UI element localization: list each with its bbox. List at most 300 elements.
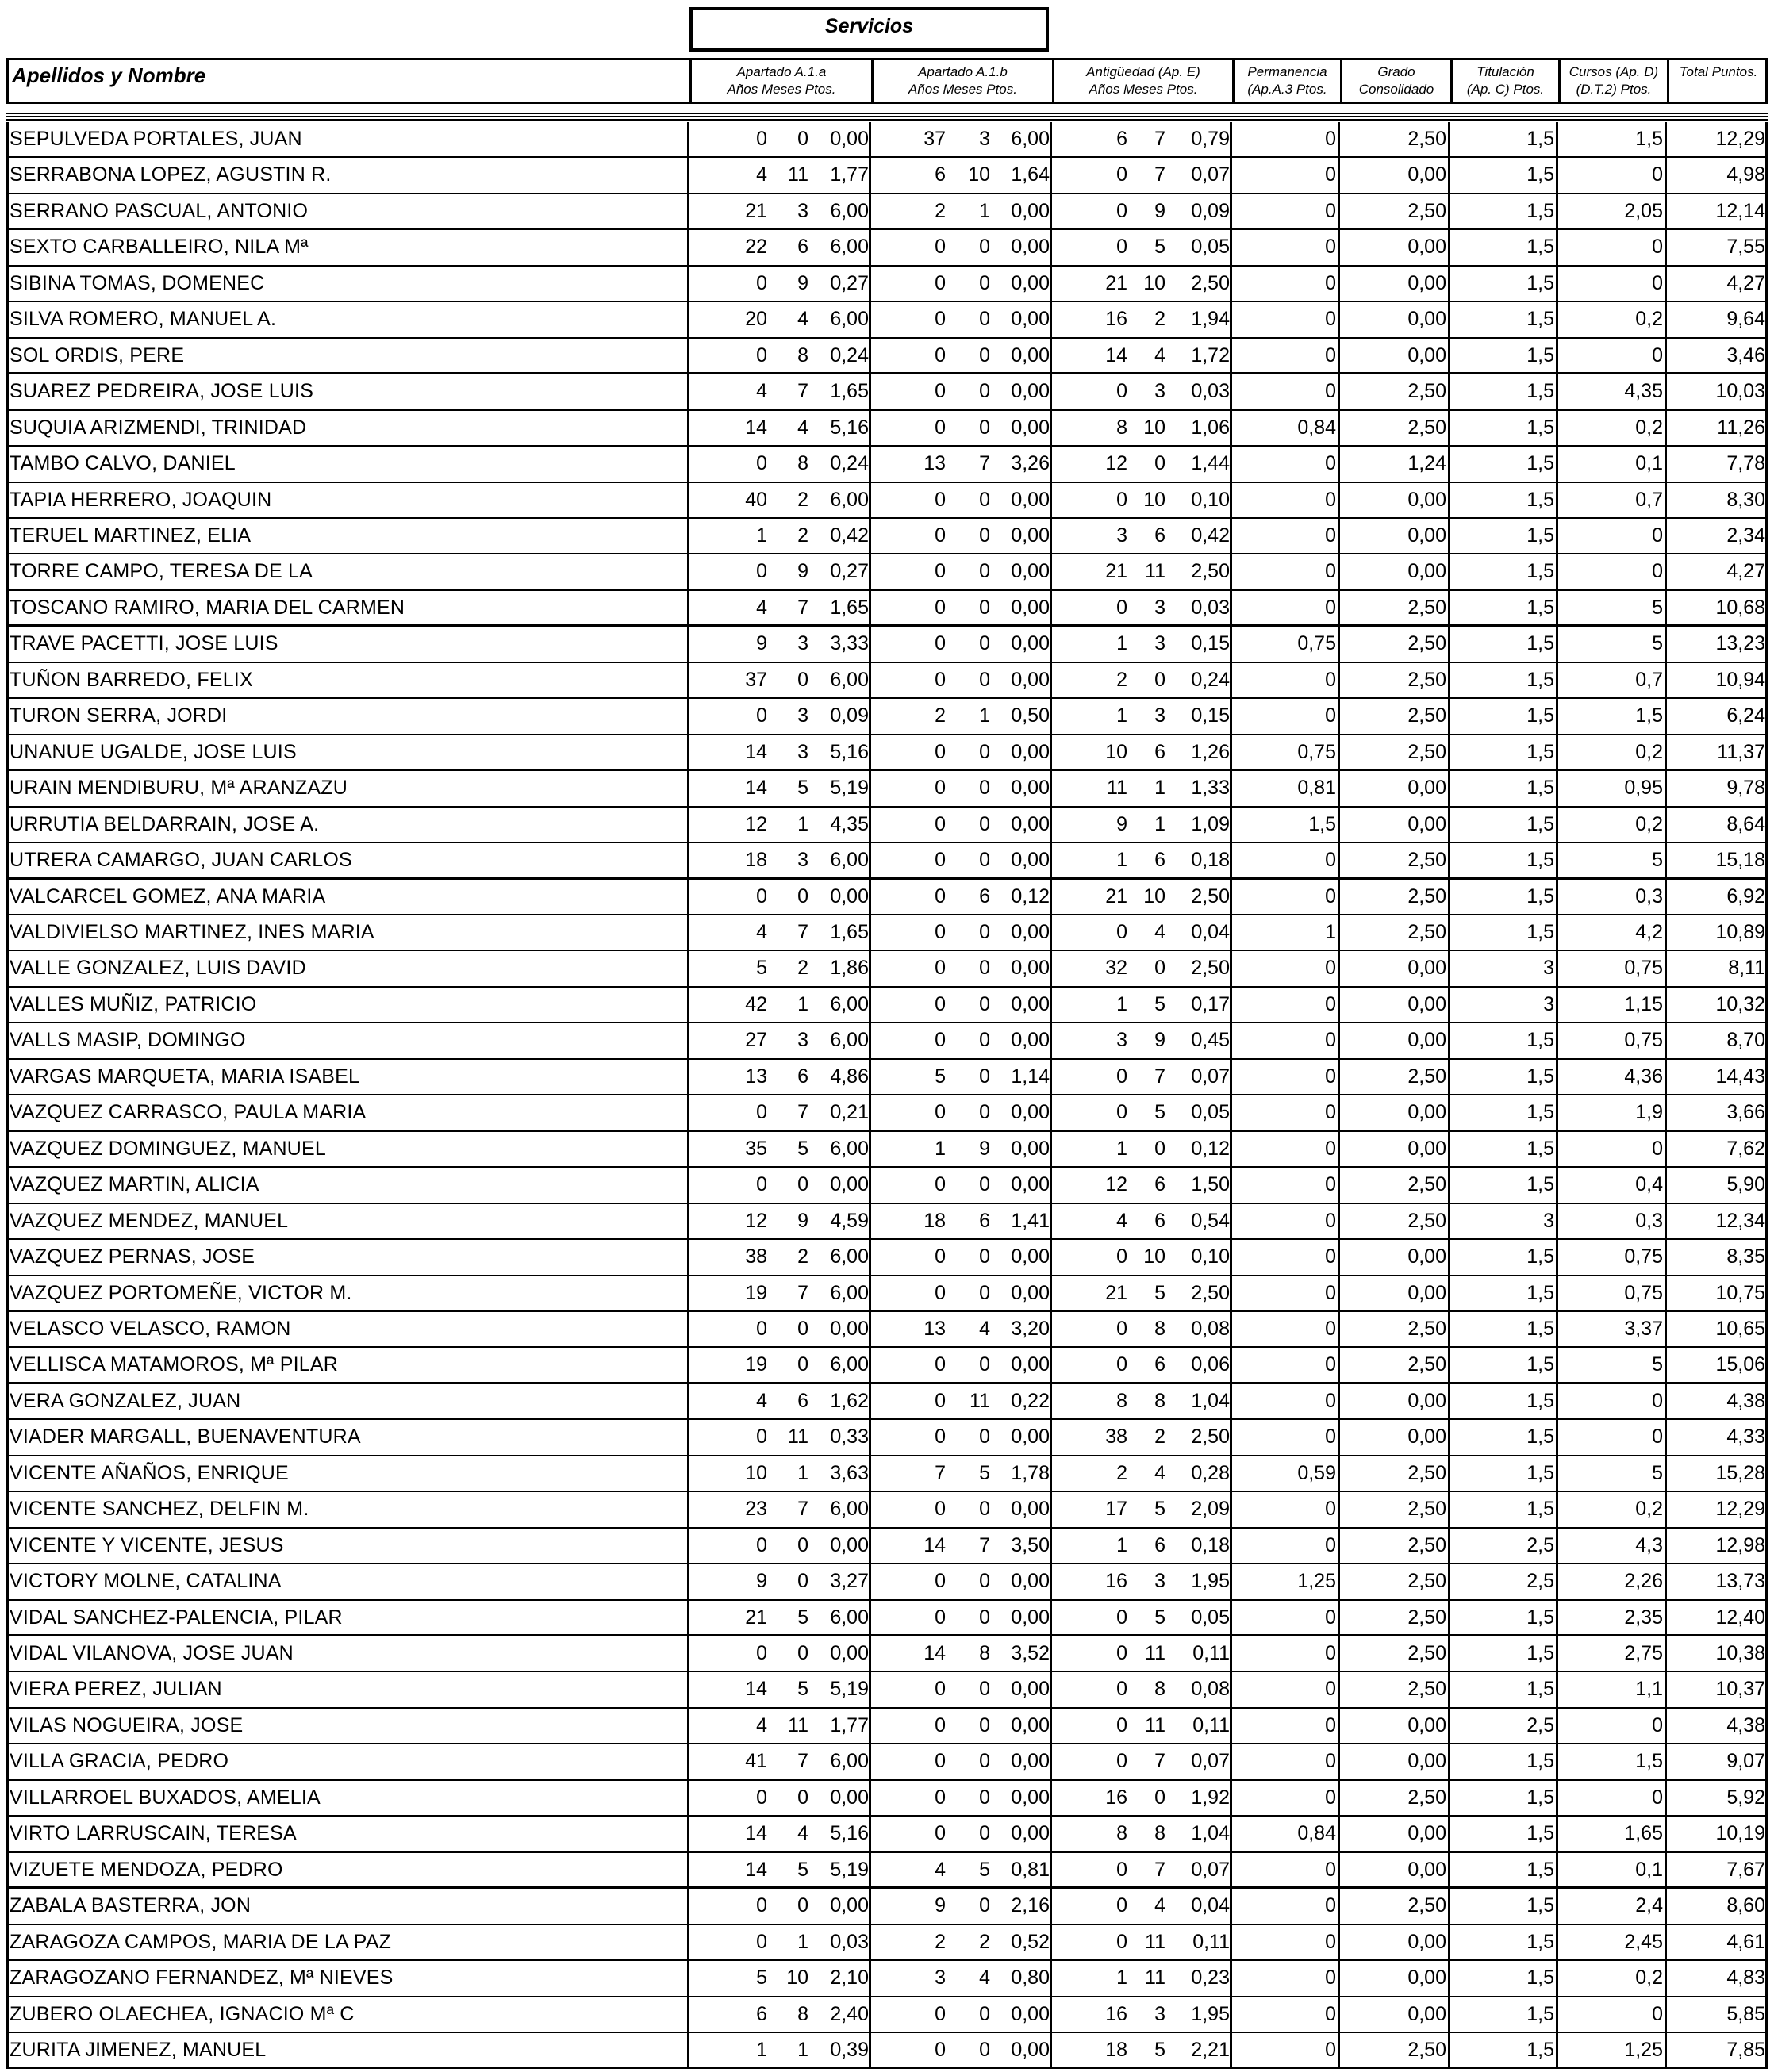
cell-divider: [1448, 591, 1450, 624]
table-row: [6, 1889, 1768, 1924]
cell-divider: [1665, 411, 1667, 445]
value-antig-anos: 0: [1116, 380, 1127, 403]
value-total: 3,66: [1726, 1101, 1765, 1124]
value-total: 4,27: [1726, 271, 1765, 294]
value-a1a-meses: 2: [797, 957, 808, 980]
value-a1a-meses: 0: [797, 668, 808, 691]
value-permanencia: 0: [1325, 1750, 1336, 1773]
value-a1a-ptos: 6,00: [830, 992, 869, 1015]
value-a1b-meses: 0: [979, 1750, 990, 1773]
cell-divider: [1230, 1853, 1232, 1886]
employee-name: ZARAGOZANO FERNANDEZ, Mª NIEVES: [10, 1966, 394, 1990]
value-antig-anos: 0: [1116, 1353, 1127, 1376]
cell-divider: [1448, 1312, 1450, 1346]
value-permanencia: 0: [1325, 2002, 1336, 2025]
cell-divider: [1556, 1709, 1558, 1743]
value-a1b-meses: 7: [979, 452, 990, 475]
table-row: [6, 1132, 1768, 1168]
value-titulacion: 1,5: [1526, 632, 1554, 655]
value-permanencia: 0: [1325, 957, 1336, 980]
cell-divider: [1448, 1672, 1450, 1706]
cell-divider: [1338, 302, 1340, 336]
value-antig-meses: 4: [1154, 1894, 1165, 1917]
value-cursos: 5: [1652, 632, 1663, 655]
cell-divider: [869, 158, 871, 192]
employee-name: VAZQUEZ CARRASCO, PAULA MARIA: [10, 1101, 367, 1124]
value-antig-ptos: 0,11: [1192, 1642, 1230, 1665]
employee-name: VICENTE SANCHEZ, DELFIN M.: [10, 1498, 309, 1521]
value-total: 10,37: [1715, 1678, 1765, 1701]
value-a1b-anos: 0: [935, 1606, 946, 1629]
value-a1b-meses: 0: [979, 1786, 990, 1809]
cell-divider: [1050, 1204, 1052, 1238]
value-titulacion: 1,5: [1526, 1425, 1554, 1448]
value-total: 2,34: [1726, 524, 1765, 547]
cell-divider: [1665, 1240, 1667, 1274]
value-a1b-meses: 0: [979, 1822, 990, 1845]
cell-divider: [1050, 1961, 1052, 1995]
value-titulacion: 1,5: [1526, 1245, 1554, 1268]
cell-divider: [1448, 699, 1450, 733]
value-antig-meses: 4: [1154, 343, 1165, 366]
cell-divider: [687, 1312, 689, 1346]
value-a1b-meses: 0: [979, 1281, 990, 1304]
value-cursos: 0: [1652, 343, 1663, 366]
cell-divider: [1338, 808, 1340, 842]
value-titulacion: 1,5: [1526, 271, 1554, 294]
value-titulacion: 1,5: [1526, 1281, 1554, 1304]
cell-divider: [687, 230, 689, 264]
cell-divider: [1230, 843, 1232, 877]
value-cursos: 1,1: [1635, 1678, 1663, 1701]
value-a1a-ptos: 0,03: [830, 1930, 869, 1953]
value-total: 8,70: [1726, 1029, 1765, 1052]
cell-divider: [869, 1023, 871, 1057]
table-row: [6, 483, 1768, 519]
cell-divider: [869, 1636, 871, 1671]
value-antig-ptos: 0,07: [1191, 1858, 1230, 1881]
table-row: [6, 1204, 1768, 1240]
value-permanencia: 0: [1325, 849, 1336, 872]
cell-divider: [687, 1132, 689, 1166]
cell-divider: [1556, 1384, 1558, 1418]
value-antig-anos: 21: [1105, 560, 1127, 583]
value-a1a-anos: 0: [756, 1930, 767, 1953]
value-antig-meses: 0: [1154, 1786, 1165, 1809]
value-total: 6,92: [1726, 884, 1765, 907]
cell-divider: [1556, 411, 1558, 445]
value-grado: 0,00: [1407, 1389, 1446, 1412]
value-cursos: 2,35: [1624, 1606, 1663, 1629]
table-row: [6, 1997, 1768, 2033]
value-total: 12,29: [1715, 1498, 1765, 1521]
cell-divider: [1050, 1672, 1052, 1706]
value-antig-meses: 6: [1154, 1533, 1165, 1556]
cell-divider: [1338, 2033, 1340, 2067]
cell-divider: [1556, 1420, 1558, 1454]
value-antig-anos: 12: [1105, 452, 1127, 475]
cell-divider: [687, 1961, 689, 1995]
value-antig-ptos: 0,09: [1191, 199, 1230, 222]
value-antig-anos: 0: [1116, 1930, 1127, 1953]
cell-divider: [1448, 771, 1450, 805]
cell-divider: [1050, 194, 1052, 228]
cell-divider: [1338, 735, 1340, 769]
value-permanencia: 0,81: [1297, 777, 1336, 800]
value-total: 4,33: [1726, 1425, 1765, 1448]
value-a1b-ptos: 0,00: [1011, 524, 1050, 547]
cell-divider: [1448, 1781, 1450, 1815]
value-a1b-ptos: 0,12: [1011, 884, 1050, 907]
employee-name: ZABALA BASTERRA, JON: [10, 1894, 252, 1917]
value-titulacion: 1,5: [1526, 1353, 1554, 1376]
value-antig-meses: 10: [1143, 1245, 1165, 1268]
value-cursos: 1,25: [1624, 2039, 1663, 2062]
value-a1a-anos: 1: [756, 524, 767, 547]
value-permanencia: 0: [1325, 560, 1336, 583]
value-cursos: 0: [1652, 1786, 1663, 1809]
value-a1a-meses: 11: [788, 1713, 808, 1736]
cell-divider: [869, 1420, 871, 1454]
value-antig-ptos: 0,05: [1191, 236, 1230, 259]
value-titulacion: 1,5: [1526, 343, 1554, 366]
value-a1a-meses: 0: [797, 1786, 808, 1809]
value-a1b-ptos: 0,00: [1011, 632, 1050, 655]
cell-divider: [1230, 1961, 1232, 1995]
value-titulacion: 1,5: [1526, 1858, 1554, 1881]
cell-divider: [1230, 158, 1232, 192]
cell-divider: [1338, 554, 1340, 589]
value-antig-anos: 0: [1116, 1642, 1127, 1665]
value-a1b-ptos: 0,52: [1011, 1930, 1050, 1953]
value-a1a-anos: 0: [756, 1101, 767, 1124]
value-a1a-ptos: 2,40: [830, 2002, 869, 2025]
value-total: 10,75: [1715, 1281, 1765, 1304]
cell-divider: [687, 2033, 689, 2067]
value-total: 10,19: [1715, 1822, 1765, 1845]
value-a1a-anos: 4: [756, 163, 767, 186]
value-a1a-anos: 14: [745, 416, 767, 439]
value-grado: 2,50: [1407, 1606, 1446, 1629]
value-antig-anos: 0: [1116, 1065, 1127, 1088]
cell-divider: [1230, 1132, 1232, 1166]
table-row: [6, 1023, 1768, 1059]
value-grado: 0,00: [1407, 1966, 1446, 1990]
value-a1b-ptos: 1,64: [1011, 163, 1050, 186]
cell-divider: [1448, 735, 1450, 769]
table-row: [6, 1348, 1768, 1383]
value-total: 12,14: [1715, 199, 1765, 222]
cell-divider: [1556, 843, 1558, 877]
value-antig-ptos: 1,09: [1191, 812, 1230, 835]
value-antig-anos: 12: [1105, 1173, 1127, 1196]
value-permanencia: 0: [1325, 1281, 1336, 1304]
value-a1b-anos: 1: [935, 1137, 946, 1160]
cell-divider: [1230, 1925, 1232, 1959]
value-antig-meses: 5: [1154, 1101, 1165, 1124]
value-grado: 0,00: [1407, 236, 1446, 259]
value-antig-ptos: 0,03: [1191, 380, 1230, 403]
table-row: [6, 1709, 1768, 1744]
cell-divider: [1338, 1420, 1340, 1454]
cell-divider: [687, 1420, 689, 1454]
value-a1b-anos: 0: [935, 380, 946, 403]
value-grado: 2,50: [1407, 1533, 1446, 1556]
value-a1b-anos: 0: [935, 812, 946, 835]
value-permanencia: 0: [1325, 1245, 1336, 1268]
value-a1b-ptos: 0,00: [1011, 1786, 1050, 1809]
cell-divider: [1556, 988, 1558, 1022]
value-a1b-ptos: 0,00: [1011, 2002, 1050, 2025]
cell-divider: [1665, 158, 1667, 192]
cell-divider: [1448, 194, 1450, 228]
cell-divider: [1050, 1420, 1052, 1454]
value-a1b-ptos: 0,00: [1011, 668, 1050, 691]
value-a1a-meses: 7: [797, 1750, 808, 1773]
cell-divider: [1050, 627, 1052, 661]
cell-divider: [1448, 1168, 1450, 1202]
table-header: [6, 58, 1768, 104]
table-row: [6, 843, 1768, 879]
cell-divider: [1230, 1168, 1232, 1202]
value-total: 7,85: [1726, 2039, 1765, 2062]
value-a1a-ptos: 1,86: [830, 957, 869, 980]
value-grado: 2,50: [1407, 1065, 1446, 1088]
value-a1a-ptos: 5,16: [830, 740, 869, 763]
value-a1b-anos: 0: [935, 1822, 946, 1845]
value-a1b-ptos: 0,00: [1011, 920, 1050, 943]
value-a1a-meses: 6: [797, 1065, 808, 1088]
value-total: 6,24: [1726, 704, 1765, 727]
value-antig-meses: 11: [1145, 1930, 1165, 1953]
cell-divider: [1448, 808, 1450, 842]
value-total: 7,62: [1726, 1137, 1765, 1160]
cell-divider: [1448, 1132, 1450, 1166]
table-row: [6, 1853, 1768, 1889]
cell-divider: [869, 771, 871, 805]
value-permanencia: 0: [1325, 2039, 1336, 2062]
value-antig-anos: 0: [1116, 1858, 1127, 1881]
cell-divider: [1050, 1492, 1052, 1526]
cell-divider: [1556, 302, 1558, 336]
value-a1b-anos: 0: [935, 1713, 946, 1736]
value-a1b-meses: 6: [979, 884, 990, 907]
cell-divider: [1448, 411, 1450, 445]
value-a1a-meses: 2: [797, 524, 808, 547]
value-antig-anos: 0: [1116, 236, 1127, 259]
value-total: 3,46: [1726, 343, 1765, 366]
value-antig-ptos: 0,54: [1191, 1209, 1230, 1232]
value-a1b-anos: 0: [935, 1101, 946, 1124]
employee-name: ZARAGOZA CAMPOS, MARIA DE LA PAZ: [10, 1930, 392, 1953]
value-a1a-anos: 0: [756, 704, 767, 727]
value-a1b-meses: 5: [979, 1858, 990, 1881]
value-a1b-meses: 0: [979, 920, 990, 943]
table-row: [6, 519, 1768, 554]
cell-divider: [1665, 267, 1667, 301]
cell-divider: [1230, 771, 1232, 805]
cell-divider: [1230, 1529, 1232, 1563]
cell-divider: [1050, 699, 1052, 733]
value-a1a-meses: 10: [786, 1966, 808, 1990]
value-antig-anos: 4: [1116, 1209, 1127, 1232]
value-antig-meses: 6: [1154, 1209, 1165, 1232]
value-a1a-ptos: 6,00: [830, 1281, 869, 1304]
cell-divider: [869, 339, 871, 372]
table-row: [6, 627, 1768, 662]
cell-divider: [1230, 1312, 1232, 1346]
value-total: 10,68: [1715, 596, 1765, 619]
value-a1a-anos: 4: [756, 920, 767, 943]
value-antig-meses: 6: [1154, 1353, 1165, 1376]
cell-divider: [1448, 1348, 1450, 1381]
value-a1b-meses: 0: [979, 380, 990, 403]
cell-divider: [1050, 1132, 1052, 1166]
cell-divider: [1556, 1060, 1558, 1094]
value-permanencia: 0: [1325, 1966, 1336, 1990]
value-grado: 0,00: [1407, 488, 1446, 511]
employee-name: SUQUIA ARIZMENDI, TRINIDAD: [10, 416, 307, 439]
cell-divider: [1338, 699, 1340, 733]
name-column-header: Apellidos y Nombre: [12, 63, 206, 87]
cell-divider: [687, 1348, 689, 1381]
cell-divider: [687, 1529, 689, 1563]
value-a1b-meses: 0: [979, 524, 990, 547]
employee-name: VALCARCEL GOMEZ, ANA MARIA: [10, 884, 326, 907]
cell-divider: [1556, 1240, 1558, 1274]
cell-divider: [1338, 627, 1340, 661]
table-row: [6, 1276, 1768, 1312]
value-antig-anos: 0: [1116, 1245, 1127, 1268]
value-a1a-ptos: 3,63: [830, 1461, 869, 1484]
value-titulacion: 1,5: [1526, 740, 1554, 763]
table-row: [6, 230, 1768, 266]
value-antig-ptos: 1,04: [1191, 1389, 1230, 1412]
cell-divider: [687, 1853, 689, 1886]
value-a1b-meses: 0: [979, 236, 990, 259]
cell-divider: [1050, 411, 1052, 445]
value-antig-anos: 6: [1116, 128, 1127, 150]
cell-divider: [869, 374, 871, 409]
cell-divider: [869, 1961, 871, 1995]
cell-divider: [1338, 1817, 1340, 1851]
table-row: [6, 374, 1768, 410]
cell-divider: [687, 915, 689, 950]
value-antig-meses: 8: [1154, 1389, 1165, 1412]
cell-divider: [1338, 1240, 1340, 1274]
value-titulacion: 3: [1543, 1209, 1554, 1232]
cell-divider: [1448, 1636, 1450, 1671]
cell-divider: [687, 808, 689, 842]
cell-divider: [1448, 1744, 1450, 1778]
value-a1a-meses: 8: [797, 452, 808, 475]
value-a1b-meses: 0: [979, 2002, 990, 2025]
cell-divider: [1556, 554, 1558, 589]
cell-divider: [1050, 1384, 1052, 1418]
value-permanencia: 0,84: [1297, 416, 1336, 439]
value-grado: 0,00: [1407, 812, 1446, 835]
cell-divider: [1338, 339, 1340, 372]
cell-divider: [1556, 1744, 1558, 1778]
value-a1b-ptos: 0,00: [1011, 1570, 1050, 1593]
value-a1a-anos: 37: [745, 668, 767, 691]
cell-divider: [1050, 880, 1052, 914]
value-cursos: 5: [1652, 1353, 1663, 1376]
cell-divider: [1665, 1023, 1667, 1057]
value-permanencia: 0: [1325, 1642, 1336, 1665]
value-permanencia: 0: [1325, 1173, 1336, 1196]
value-antig-meses: 3: [1154, 632, 1165, 655]
value-a1a-ptos: 1,65: [830, 380, 869, 403]
cell-divider: [1050, 1529, 1052, 1563]
value-total: 8,35: [1726, 1245, 1765, 1268]
cell-divider: [1230, 1060, 1232, 1094]
value-cursos: 4,35: [1624, 380, 1663, 403]
value-antig-ptos: 0,24: [1191, 668, 1230, 691]
value-a1a-ptos: 6,00: [830, 1245, 869, 1268]
value-antig-anos: 21: [1105, 884, 1127, 907]
table-row: [6, 1312, 1768, 1348]
cell-divider: [1230, 988, 1232, 1022]
value-permanencia: 0: [1325, 343, 1336, 366]
value-total: 8,30: [1726, 488, 1765, 511]
cell-divider: [687, 988, 689, 1022]
value-a1b-anos: 0: [935, 1678, 946, 1701]
value-a1a-meses: 0: [797, 1642, 808, 1665]
value-a1a-meses: 3: [797, 632, 808, 655]
value-a1a-anos: 12: [745, 1209, 767, 1232]
value-a1a-anos: 0: [756, 128, 767, 150]
cell-divider: [687, 1095, 689, 1129]
value-antig-ptos: 0,15: [1191, 704, 1230, 727]
cell-divider: [687, 1601, 689, 1634]
value-antig-meses: 4: [1154, 1461, 1165, 1484]
value-grado: 0,00: [1407, 1713, 1446, 1736]
value-antig-anos: 11: [1107, 777, 1127, 800]
value-a1b-ptos: 6,00: [1011, 128, 1050, 150]
cell-divider: [1050, 1240, 1052, 1274]
employee-name: VIRTO LARRUSCAIN, TERESA: [10, 1822, 297, 1845]
value-a1a-anos: 0: [756, 452, 767, 475]
cell-divider: [687, 1564, 689, 1598]
table-row: [6, 1601, 1768, 1636]
value-a1a-meses: 0: [797, 128, 808, 150]
value-titulacion: 1,5: [1526, 308, 1554, 331]
employee-name: ZURITA JIMENEZ, MANUEL: [10, 2039, 267, 2062]
value-a1b-meses: 0: [979, 1425, 990, 1448]
cell-divider: [1665, 988, 1667, 1022]
value-a1b-meses: 4: [979, 1966, 990, 1990]
cell-divider: [1050, 988, 1052, 1022]
cell-divider: [869, 951, 871, 985]
value-a1a-anos: 19: [745, 1281, 767, 1304]
cell-divider: [1050, 1853, 1052, 1886]
value-cursos: 1,65: [1624, 1822, 1663, 1845]
cell-divider: [1050, 1781, 1052, 1815]
employee-name: VICTORY MOLNE, CATALINA: [10, 1570, 282, 1593]
value-grado: 2,50: [1407, 596, 1446, 619]
cell-divider: [1050, 1997, 1052, 2032]
cell-divider: [1448, 843, 1450, 877]
value-a1b-anos: 0: [935, 1245, 946, 1268]
value-permanencia: 0: [1325, 596, 1336, 619]
value-a1b-ptos: 0,80: [1011, 1966, 1050, 1990]
cell-divider: [869, 1060, 871, 1094]
employee-name: TUÑON BARREDO, FELIX: [10, 668, 253, 691]
cell-divider: [1448, 2033, 1450, 2067]
cell-divider: [1448, 1529, 1450, 1563]
value-a1b-ptos: 0,00: [1011, 1678, 1050, 1701]
